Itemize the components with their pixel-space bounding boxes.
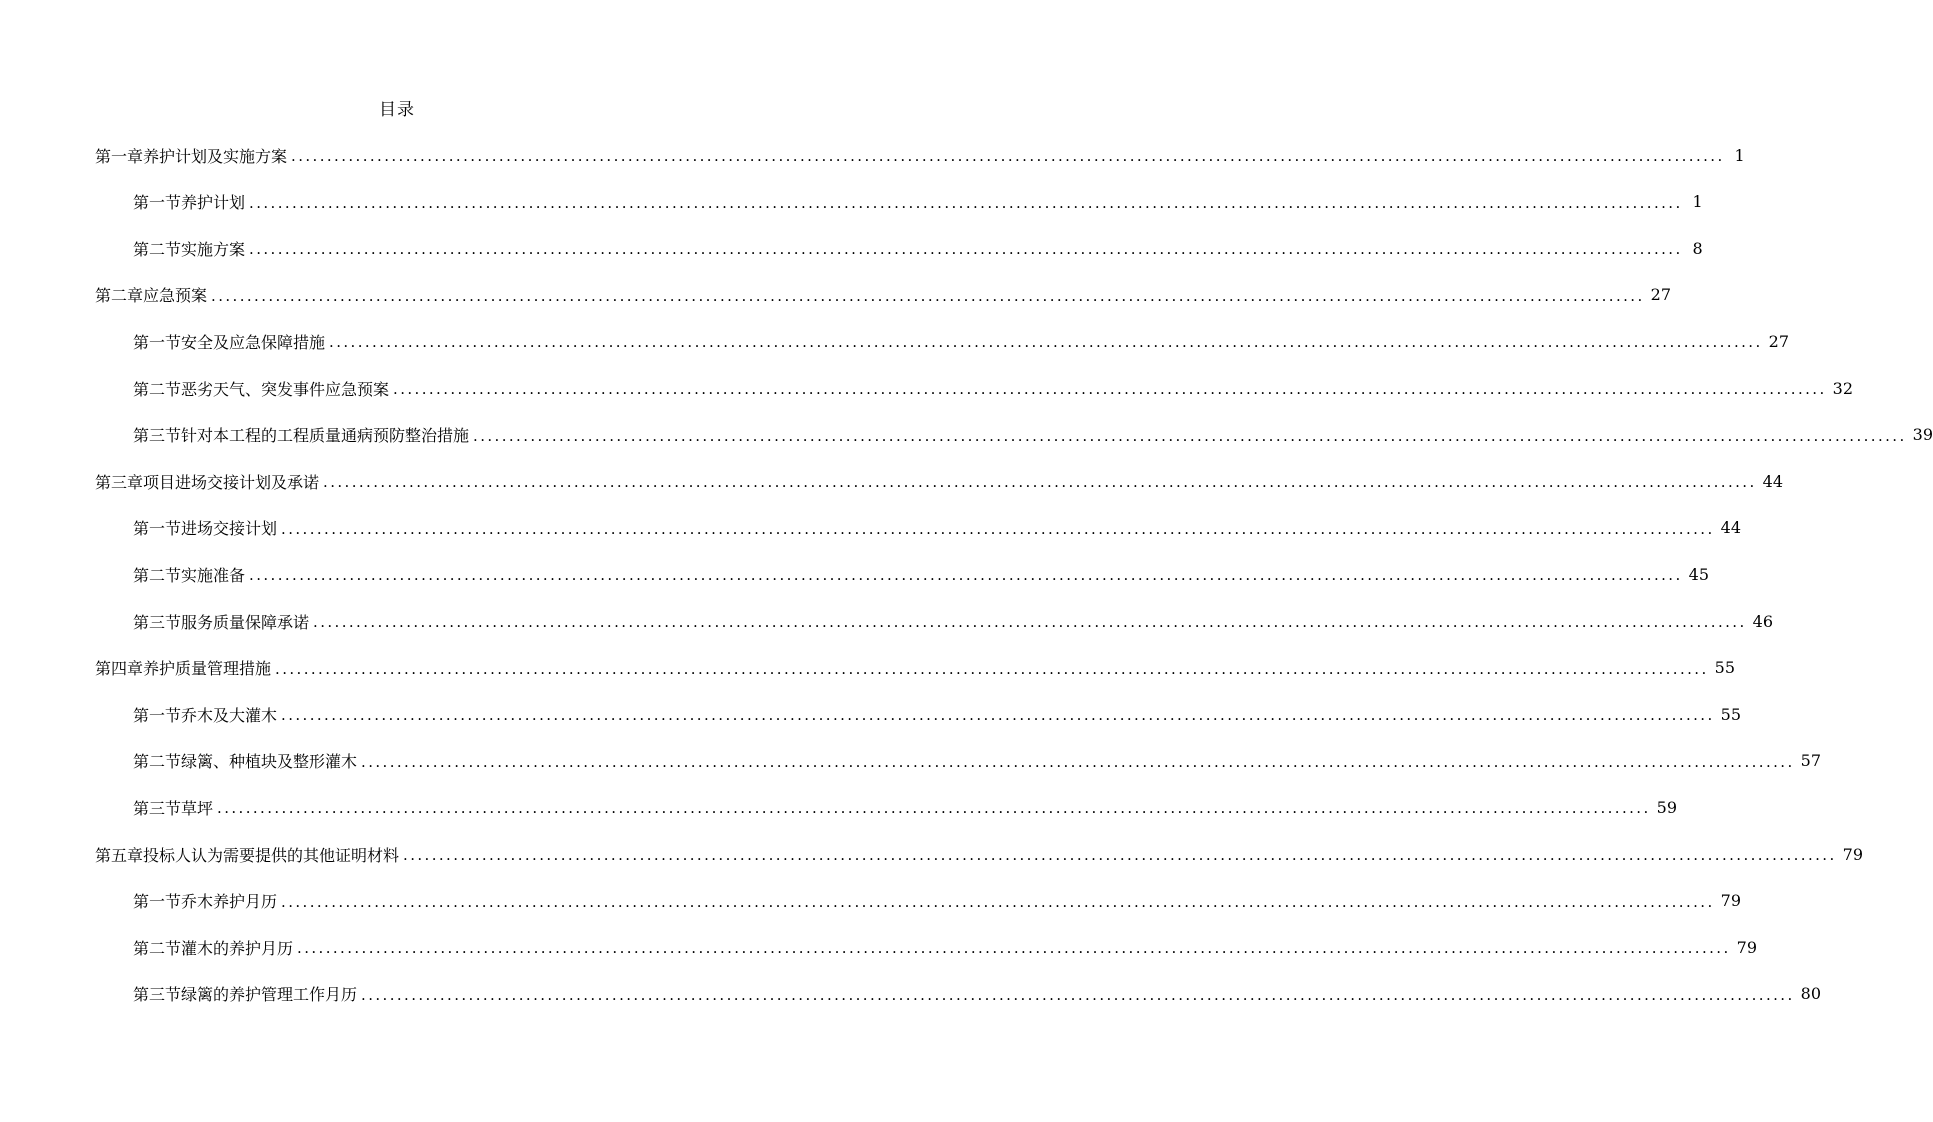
toc-section-entry[interactable] — [133, 326, 1790, 356]
toc-entry-label: 实施准备 — [181, 565, 246, 585]
toc-entry-number: 第一节 — [133, 892, 182, 912]
toc-page-number: 46 — [1752, 611, 1774, 631]
toc-dot-leader: ........................................................................................................................................................................................................ — [217, 799, 1651, 818]
toc-entry-label: 乔木及大灌木 — [181, 705, 278, 725]
toc-entry-number: 第一节 — [133, 193, 182, 213]
toc-section-entry[interactable] — [133, 373, 1854, 403]
toc-section-entry[interactable] — [133, 559, 1710, 589]
toc-page-number: 57 — [1800, 751, 1822, 771]
toc-dot-leader: ........................................................................................................................................................................................................ — [323, 473, 1757, 492]
toc-entry-label: 服务质量保障承诺 — [181, 612, 310, 632]
toc-entry-number: 第二节 — [133, 379, 182, 399]
toc-entry-number: 第五章 — [95, 845, 144, 865]
toc-entry-number: 第四章 — [95, 659, 144, 679]
toc-dot-leader: ........................................................................................................................................................................................................ — [473, 426, 1907, 445]
toc-entry-label: 养护计划及实施方案 — [143, 146, 288, 166]
toc-entry-label: 投标人认为需要提供的其他证明材料 — [143, 845, 400, 865]
toc-entry-label: 绿篱、种植块及整形灌木 — [181, 752, 358, 772]
toc-page-number: 79 — [1720, 891, 1742, 911]
toc-dot-leader: ........................................................................................................................................................................................................ — [281, 706, 1715, 725]
toc-page-number: 59 — [1656, 797, 1678, 817]
toc-entry-number: 第三节 — [133, 985, 182, 1005]
toc-page-number: 55 — [1720, 704, 1742, 724]
toc-entry-number: 第一章 — [95, 146, 144, 166]
toc-entry-number: 第二节 — [133, 938, 182, 958]
toc-entry-number: 第二节 — [133, 239, 182, 259]
toc-entry-label: 绿篱的养护管理工作月历 — [181, 985, 358, 1005]
toc-entry-number: 第二章 — [95, 286, 144, 306]
toc-title: 目录 — [379, 100, 415, 120]
toc-page-number: 79 — [1736, 937, 1758, 957]
toc-section-entry[interactable] — [133, 513, 1742, 543]
toc-dot-leader: ........................................................................................................................................................................................................ — [249, 566, 1683, 585]
toc-entry-number: 第三节 — [133, 426, 182, 446]
toc-section-entry[interactable] — [133, 420, 1933, 450]
toc-entry-label: 应急预案 — [143, 286, 208, 306]
toc-dot-leader: ........................................................................................................................................................................................................ — [297, 939, 1731, 958]
toc-entry-label: 恶劣天气、突发事件应急预案 — [181, 379, 390, 399]
toc-section-entry[interactable] — [133, 606, 1774, 636]
toc-dot-leader: ........................................................................................................................................................................................................ — [393, 380, 1827, 398]
toc-section-entry[interactable] — [133, 746, 1822, 776]
toc-entry-label: 养护质量管理措施 — [143, 659, 272, 679]
toc-page-number: 45 — [1688, 564, 1710, 584]
toc-section-entry[interactable] — [133, 886, 1742, 916]
toc-page-number: 44 — [1720, 518, 1742, 538]
toc-dot-leader: ........................................................................................................................................................................................................ — [403, 846, 1837, 864]
toc-entry-label: 实施方案 — [181, 239, 246, 259]
toc-dot-leader: ........................................................................................................................................................................................................ — [281, 892, 1715, 911]
toc-page-number: 1 — [1692, 192, 1703, 212]
toc-dot-leader: ........................................................................................................................................................................................................ — [249, 193, 1683, 212]
toc-dot-leader: ........................................................................................................................................................................................................ — [275, 659, 1709, 678]
toc-dot-leader: ........................................................................................................................................................................................................ — [361, 985, 1795, 1004]
toc-entry-number: 第一节 — [133, 332, 182, 352]
toc-chapter-entry[interactable] — [95, 466, 1784, 496]
toc-section-entry[interactable] — [133, 979, 1822, 1009]
toc-entry-number: 第二节 — [133, 752, 182, 772]
toc-page-number: 1 — [1734, 145, 1745, 165]
toc-section-entry[interactable] — [133, 187, 1703, 217]
toc-entry-number: 第三节 — [133, 612, 182, 632]
toc-dot-leader: ........................................................................................................................................................................................................ — [329, 333, 1763, 352]
toc-entry-number: 第三节 — [133, 798, 182, 818]
toc-section-entry[interactable] — [133, 233, 1703, 263]
toc-entry-number: 第三章 — [95, 472, 144, 492]
toc-page-number: 79 — [1842, 844, 1864, 864]
toc-section-entry[interactable] — [133, 792, 1678, 822]
toc-section-entry[interactable] — [133, 932, 1758, 962]
toc-page-number: 44 — [1762, 471, 1784, 491]
toc-dot-leader: ........................................................................................................................................................................................................ — [313, 613, 1747, 631]
toc-entry-label: 草坪 — [181, 798, 214, 818]
toc-dot-leader: ........................................................................................................................................................................................................ — [281, 519, 1715, 538]
toc-entry-label: 项目进场交接计划及承诺 — [143, 472, 320, 492]
toc-entry-label: 养护计划 — [181, 193, 246, 213]
toc-chapter-entry[interactable] — [95, 280, 1672, 310]
toc-page-number: 80 — [1800, 984, 1822, 1004]
toc-section-entry[interactable] — [133, 699, 1742, 729]
toc-entry-number: 第一节 — [133, 705, 182, 725]
toc-entry-number: 第一节 — [133, 519, 182, 539]
toc-chapter-entry[interactable] — [95, 839, 1864, 869]
toc-chapter-entry[interactable] — [95, 653, 1736, 683]
toc-dot-leader: ........................................................................................................................................................................................................ — [361, 752, 1795, 771]
toc-entry-label: 针对本工程的工程质量通病预防整治措施 — [181, 426, 470, 446]
toc-entry-label: 乔木养护月历 — [181, 892, 278, 912]
toc-page-number: 39 — [1912, 425, 1933, 445]
toc-entry-number: 第二节 — [133, 565, 182, 585]
toc-entry-label: 安全及应急保障措施 — [181, 332, 326, 352]
toc-page-number: 55 — [1714, 658, 1736, 678]
toc-chapter-entry[interactable] — [95, 140, 1745, 170]
toc-page-number: 27 — [1650, 285, 1672, 305]
toc-page-number: 8 — [1692, 238, 1703, 258]
toc-dot-leader: ........................................................................................................................................................................................................ — [291, 147, 1725, 165]
toc-entry-label: 进场交接计划 — [181, 519, 278, 539]
toc-dot-leader: ........................................................................................................................................................................................................ — [249, 240, 1683, 259]
toc-entry-label: 灌木的养护月历 — [181, 938, 294, 958]
toc-page-number: 32 — [1832, 378, 1854, 398]
toc-dot-leader: ........................................................................................................................................................................................................ — [211, 286, 1645, 305]
toc-page-number: 27 — [1768, 331, 1790, 351]
